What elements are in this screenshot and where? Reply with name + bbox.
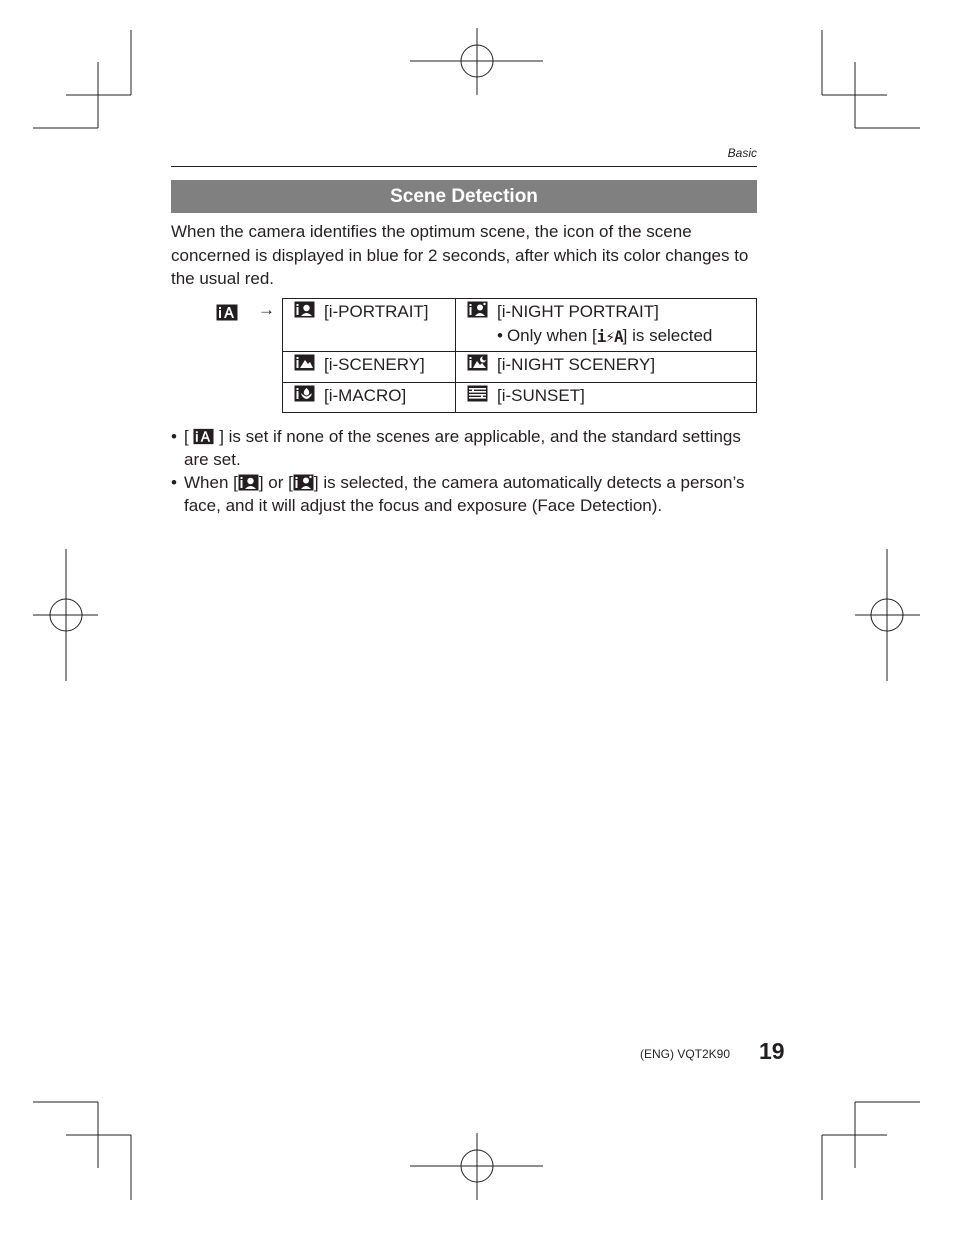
scene-cell-night-scenery (456, 352, 757, 383)
list-item: • [ ] is set if none of the scenes are applicable, and the standard settings are set. (171, 427, 741, 469)
scene-label: [i-SCENERY] (324, 355, 425, 374)
table-row (283, 299, 757, 352)
header-rule (171, 166, 757, 167)
bullet-dot: • (171, 427, 177, 446)
scene-label: [i-PORTRAIT] (324, 302, 429, 321)
i-scenery-icon (294, 354, 315, 376)
scene-label: [i-MACRO] (324, 386, 407, 405)
night-portrait-note: • Only when [ i⚡A ] is selected (497, 326, 713, 346)
scene-cell-portrait (283, 299, 456, 352)
scene-label: [i-NIGHT PORTRAIT] (497, 302, 659, 321)
ia-flash-icon: i⚡A (596, 326, 623, 346)
i-macro-icon (294, 385, 315, 407)
i-portrait-icon (238, 474, 259, 491)
arrow: → (258, 300, 275, 319)
document-code: (ENG) VQT2K90 (640, 1047, 731, 1061)
scene-label: [i-SUNSET] (497, 386, 585, 405)
scene-cell-scenery (283, 352, 456, 383)
scene-cell-night-portrait (456, 299, 757, 352)
page-number: 19 (759, 1038, 785, 1064)
section-title: Scene Detection (390, 185, 538, 207)
notes-list (171, 425, 757, 517)
i-portrait-icon (294, 301, 315, 323)
bullet-dot: • (171, 473, 177, 492)
bullet-dot: • (497, 326, 503, 345)
scene-label: [i-NIGHT SCENERY] (497, 355, 656, 374)
ia-icon (193, 428, 214, 445)
scene-cell-sunset (456, 383, 757, 413)
i-sunset-icon (467, 385, 488, 407)
scene-table (282, 298, 757, 413)
section-label: Basic (727, 146, 757, 160)
intro-paragraph: When the camera identifies the optimum scene, the icon of the scene concerned is displayed in blue for 2 seconds, after which its color changes to the usual red. (171, 222, 749, 288)
scene-cell-macro (283, 383, 456, 413)
section-heading (171, 180, 757, 213)
list-item: • When [ ] or [ ] is selected, the camera automatically detects a person’s face, and it will adjust the focus and exposure (Face Detection). (171, 473, 745, 515)
table-row (283, 383, 757, 413)
table-row (283, 352, 757, 383)
i-night-scenery-icon (467, 354, 488, 376)
i-night-portrait-icon (467, 301, 488, 323)
ia-icon (216, 304, 238, 326)
i-night-portrait-icon (293, 474, 314, 491)
